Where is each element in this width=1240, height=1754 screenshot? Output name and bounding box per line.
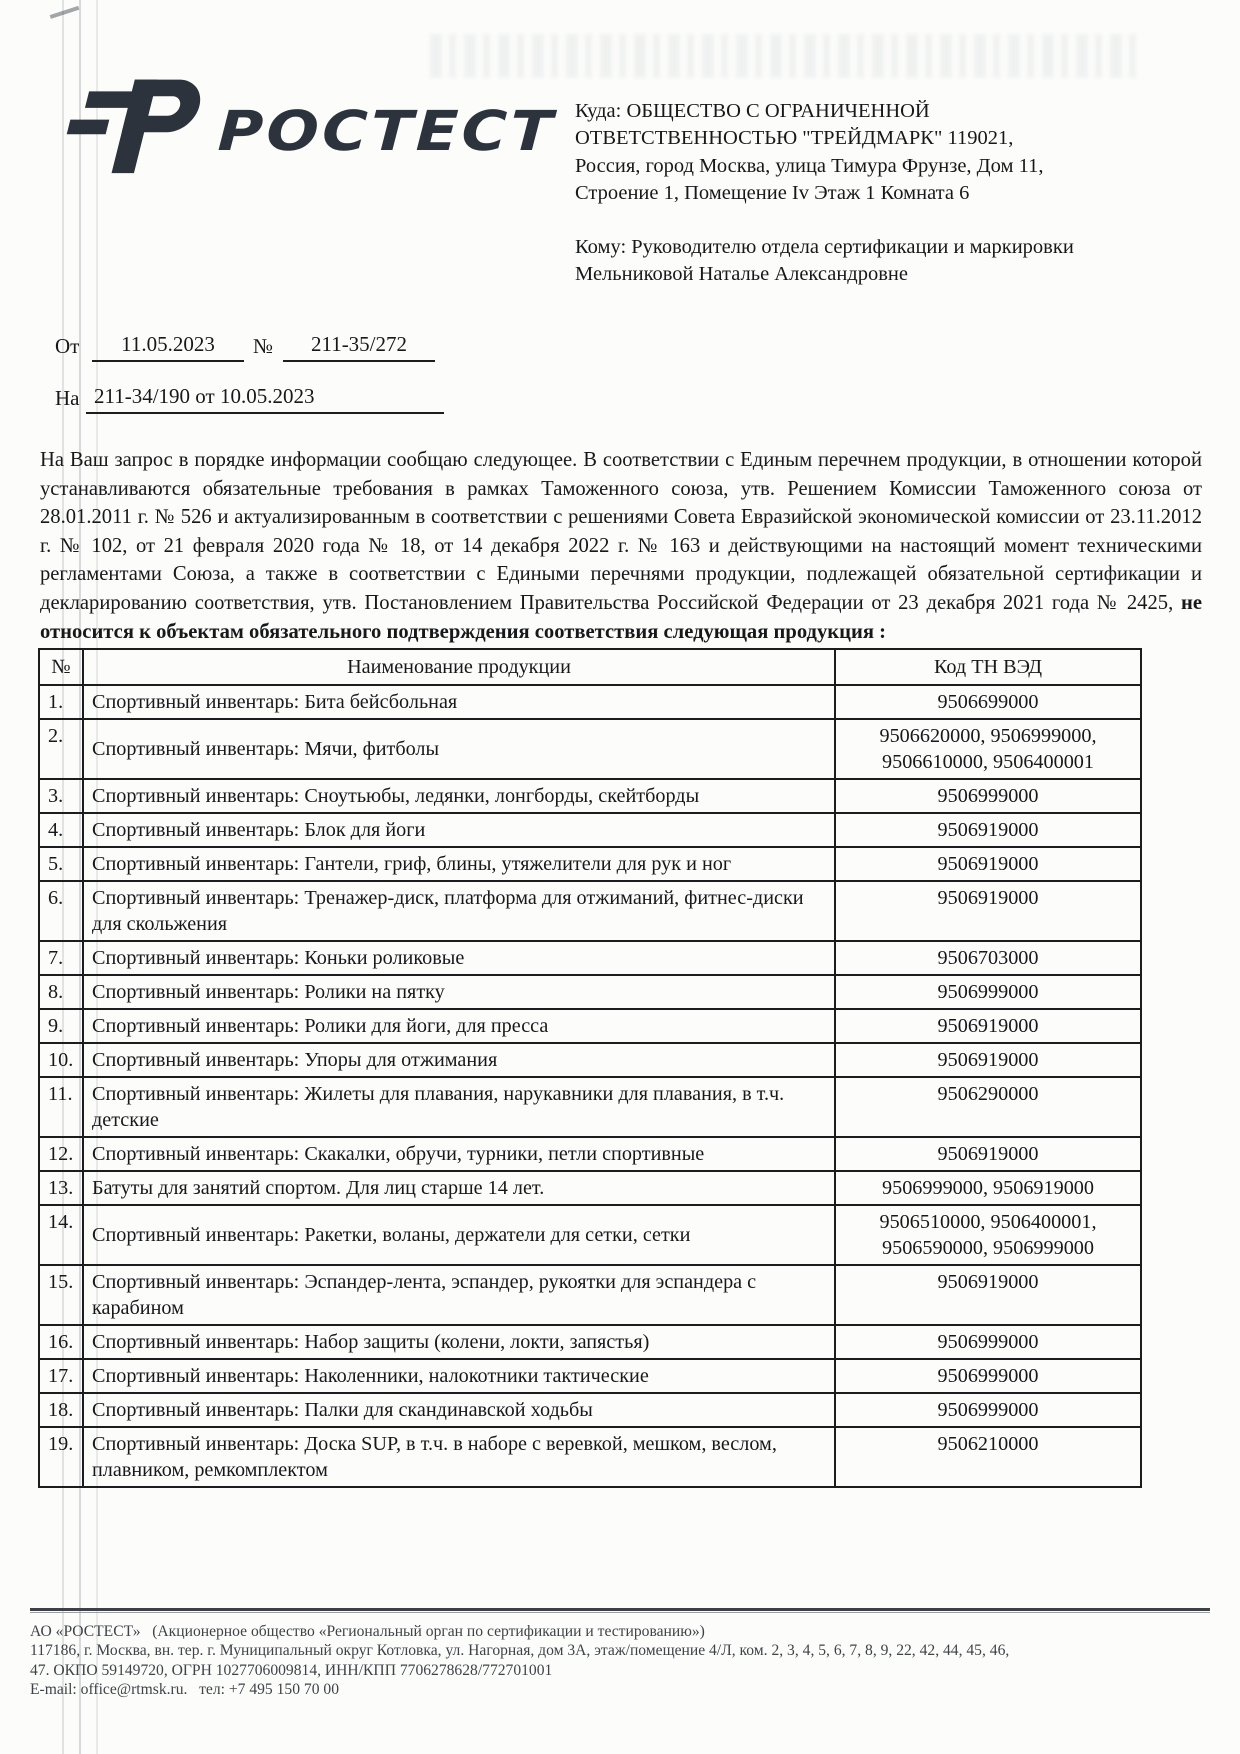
table-row [39,685,1141,719]
cell-code: 9506210000 [835,1427,1141,1487]
cell-num: 15. [39,1265,83,1325]
footer-line: 47. ОКПО 59149720, ОГРН 1027706009814, ИНН/КПП 7706278628/772701001 [30,1661,553,1679]
cell-num: 9. [39,1009,83,1043]
cell-name: Спортивный инвентарь: Мячи, фитболы [83,719,835,779]
cell-num: 3. [39,779,83,813]
reply-to-label: На [55,386,80,410]
cell-num: 11. [39,1077,83,1137]
table-row [39,1265,1141,1325]
table-row [39,1325,1141,1359]
footer-divider [30,1608,1210,1614]
table-row [39,1205,1141,1265]
table-header-row [39,649,1141,685]
from-label: От [55,334,80,358]
cell-num: 5. [39,847,83,881]
product-table-body [39,685,1141,1487]
cell-name: Спортивный инвентарь: Упоры для отжимания [83,1043,835,1077]
cell-code: 9506919000 [835,1009,1141,1043]
cell-name: Спортивный инвентарь: Ролики на пятку [83,975,835,1009]
scan-bleedthrough-text [430,34,1136,78]
cell-code: 9506919000 [835,847,1141,881]
cell-code: 9506919000 [835,1137,1141,1171]
products-table-wrap [38,648,1140,1488]
cell-code: 9506699000 [835,685,1141,719]
cell-code: 9506999000, 9506919000 [835,1171,1141,1205]
footer [30,1608,1210,1699]
cell-num: 2. [39,719,83,779]
cell-name: Спортивный инвентарь: Доска SUP, в т.ч. в наборе с веревкой, мешком, веслом, плавником, ремкомплектом [83,1427,835,1487]
rostest-p-logo-icon [54,68,204,180]
cell-num: 19. [39,1427,83,1487]
recipient-address: Куда: ОБЩЕСТВО С ОГРАНИЧЕННОЙ ОТВЕТСТВЕННОСТЬЮ "ТРЕЙДМАРК" 119021, Россия, город Москва, улица Тимура Фрунзе, Дом 11, Строение 1, Помещение Iv Этаж 1 Комната 6 [575,100,1044,204]
table-row [39,813,1141,847]
cell-num: 18. [39,1393,83,1427]
table-row [39,1427,1141,1487]
number-label: № [253,334,274,358]
body-text-bold: не относится к объектам обязательного подтверждения соответствия следующая продукция : [40,591,1202,643]
cell-code: 9506999000 [835,1393,1141,1427]
cell-num: 4. [39,813,83,847]
cell-num: 14. [39,1205,83,1265]
cell-name: Спортивный инвентарь: Набор защиты (колени, локти, запястья) [83,1325,835,1359]
footer-line: 117186, г. Москва, вн. тер. г. Муниципальный округ Котловка, ул. Нагорная, дом 3А, этаж/помещение 4/Л, ком. 2, 3, 4, 5, 6, 7, 8, 9, 22, 42, 44, 45, 46, [30,1642,1010,1660]
table-row [39,1009,1141,1043]
recipient-attention: Кому: Руководителю отдела сертификации и маркировки [575,236,1074,258]
rostest-logo [54,68,557,180]
cell-name: Спортивный инвентарь: Коньки роликовые [83,941,835,975]
table-row [39,1077,1141,1137]
cell-num: 12. [39,1137,83,1171]
header-code: Код ТН ВЭД [835,649,1141,685]
cell-code: 9506919000 [835,813,1141,847]
cell-name: Батуты для занятий спортом. Для лиц старше 14 лет. [83,1171,835,1205]
table-row [39,1043,1141,1077]
cell-name: Спортивный инвентарь: Жилеты для плавания, нарукавники для плавания, в т.ч. детские [83,1077,835,1137]
cell-name: Спортивный инвентарь: Ракетки, воланы, держатели для сетки, сетки [83,1205,835,1265]
cell-num: 17. [39,1359,83,1393]
table-row [39,719,1141,779]
cell-name: Спортивный инвентарь: Гантели, гриф, блины, утяжелители для рук и ног [83,847,835,881]
body-text: На Ваш запрос в порядке информации сообщаю следующее. В соответствии с Единым перечнем продукции, в отношении которой устанавливаются обязательные требования в рамках Таможенного союза, утв. Решением Комиссии Таможенного союза от 28.01.2011 г. № 526 и актуализированным в соответствии с решениями Совета Евразийской экономической комиссии от 23.11.2012 г. № 102, от 21 февраля 2020 года № 18, от 14 декабря 2022 г. № 163 и действующими на настоящий момент техническими регламентами Союза, а также в соответствии с Едиными перечнями продукции, подлежащей обязательной сертификации и декларированию соответствия, утв. Постановлением Правительства Российской Федерации от 23 декабря 2021 года № 2425, [40,449,1202,614]
cell-name: Спортивный инвентарь: Блок для йоги [83,813,835,847]
header-name: Наименование продукции [83,649,835,685]
cell-code: 9506999000 [835,1325,1141,1359]
cell-code: 9506999000 [835,1359,1141,1393]
cell-name: Спортивный инвентарь: Бита бейсбольная [83,685,835,719]
table-row [39,1171,1141,1205]
cell-code: 9506290000 [835,1077,1141,1137]
cell-name: Спортивный инвентарь: Палки для скандинавской ходьбы [83,1393,835,1427]
footer-line: АО «РОСТЕСТ» (Акционерное общество «Региональный орган по сертификации и тестированию») [30,1623,705,1640]
cell-code: 9506999000 [835,975,1141,1009]
body-paragraph [40,446,1202,646]
cell-name: Спортивный инвентарь: Эспандер-лента, эспандер, рукоятки для эспандера с карабином [83,1265,835,1325]
cell-num: 6. [39,881,83,941]
table-row [39,779,1141,813]
cell-code: 9506620000, 9506999000, 9506610000, 9506400001 [835,719,1141,779]
recipient-block [575,98,1080,289]
header-num: № [39,649,83,685]
cell-code: 9506703000 [835,941,1141,975]
products-table [38,648,1142,1488]
cell-num: 13. [39,1171,83,1205]
cell-code: 9506510000, 9506400001, 9506590000, 9506999000 [835,1205,1141,1265]
logo-wordmark: РОСТЕСТ [216,99,557,163]
cell-name: Спортивный инвентарь: Скакалки, обручи, турники, петли спортивные [83,1137,835,1171]
table-row [39,1137,1141,1171]
table-row [39,881,1141,941]
table-row [39,847,1141,881]
cell-num: 7. [39,941,83,975]
footer-line: E-mail: office@rtmsk.ru. тел: +7 495 150 70 00 [30,1680,340,1698]
cell-name: Спортивный инвентарь: Ролики для йоги, для пресса [83,1009,835,1043]
cell-code: 9506999000 [835,779,1141,813]
table-row [39,1393,1141,1427]
footer-lines [30,1622,1210,1699]
cell-name: Спортивный инвентарь: Тренажер-диск, платформа для отжиманий, фитнес-диски для скольжения [83,881,835,941]
cell-num: 10. [39,1043,83,1077]
cell-num: 16. [39,1325,83,1359]
cell-code: 9506919000 [835,1265,1141,1325]
table-row [39,1359,1141,1393]
letter-date: 11.05.2023 [92,332,244,362]
cell-name: Спортивный инвентарь: Наколенники, налокотники тактические [83,1359,835,1393]
table-row [39,941,1141,975]
cell-num: 1. [39,685,83,719]
cell-code: 9506919000 [835,881,1141,941]
reply-to-reference: 211-34/190 от 10.05.2023 [86,384,444,414]
recipient-person: Мельниковой Наталье Александровне [575,263,908,286]
cell-name: Спортивный инвентарь: Сноутьюбы, ледянки, лонгборды, скейтборды [83,779,835,813]
cell-num: 8. [39,975,83,1009]
table-row [39,975,1141,1009]
letter-number: 211-35/272 [283,332,435,362]
cell-code: 9506919000 [835,1043,1141,1077]
